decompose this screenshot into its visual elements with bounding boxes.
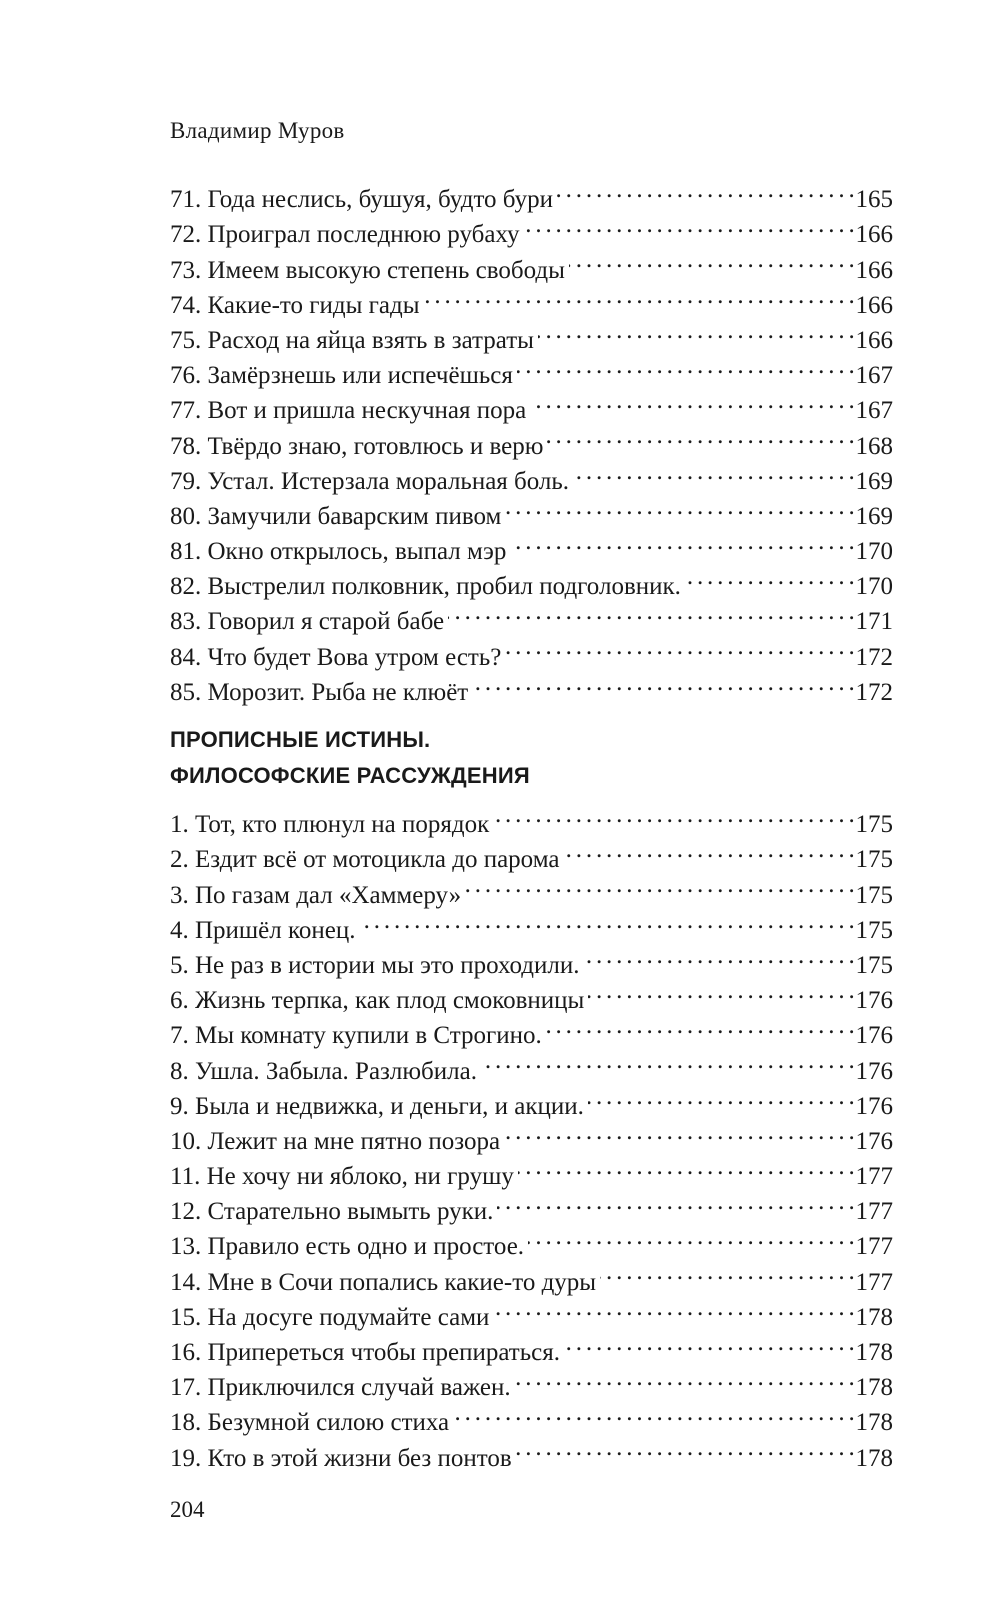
toc-entry-title: 75. Расход на яйца взять в затраты	[170, 326, 534, 354]
dot-leader	[481, 1043, 854, 1078]
toc-entry-page: 166	[855, 326, 893, 354]
dot-leader	[547, 418, 853, 453]
dot-leader	[685, 559, 854, 594]
section-heading-line-1: ПРОПИСНЫЕ ИСТИНЫ.	[170, 727, 431, 752]
dot-leader	[523, 207, 853, 242]
dot-leader	[448, 594, 853, 629]
dot-leader	[510, 524, 853, 559]
dot-leader	[472, 665, 853, 700]
dot-leader	[518, 1149, 854, 1184]
section-heading	[170, 722, 530, 794]
toc-entry-title: 84. Что будет Вова утром есть?	[170, 643, 502, 671]
dot-leader	[563, 832, 853, 867]
dot-leader	[453, 1395, 853, 1430]
toc-entry-page: 176	[855, 1127, 893, 1155]
dot-leader	[600, 1254, 853, 1289]
toc-entry	[170, 797, 893, 839]
toc-entry-title: 81. Окно открылось, выпал мэр	[170, 538, 507, 566]
toc-entry-title: 8. Ушла. Забыла. Разлюбила.	[170, 1057, 477, 1085]
toc-entry-title: 3. По газам дал «Хаммеру»	[170, 881, 462, 909]
dot-leader	[584, 938, 854, 973]
toc-entry-title: 4. Пришёл конец.	[170, 916, 356, 944]
toc-entry-title: 73. Имеем высокую степень свободы	[170, 256, 565, 284]
dot-leader	[493, 797, 853, 832]
toc-entry-page: 167	[855, 362, 893, 390]
running-head-author: Владимир Муров	[170, 118, 345, 143]
dot-leader	[505, 629, 853, 664]
toc-entry-page: 175	[855, 881, 893, 909]
toc-entry-title: 74. Какие-то гиды гады	[170, 291, 420, 319]
toc-entry-title: 1. Тот, кто плюнул на порядок	[170, 811, 490, 839]
toc-entry-title: 12. Старательно вымыть руки.	[170, 1198, 494, 1226]
toc-entry-page: 170	[855, 538, 893, 566]
toc-entry-title: 72. Проиграл последнюю рубаху	[170, 221, 520, 249]
toc-entry-title: 6. Жизнь терпка, как плод смоковницы	[170, 987, 585, 1015]
toc-entry-page: 176	[855, 1057, 893, 1085]
dot-leader	[465, 867, 853, 902]
toc-entry-page: 178	[855, 1374, 893, 1402]
dot-leader	[497, 1184, 853, 1219]
toc-entry-page: 177	[855, 1233, 893, 1261]
toc-entry-title: 9. Была и недвижка, и деньги, и акции.	[170, 1092, 584, 1120]
toc-entry-page: 176	[855, 1022, 893, 1050]
dot-leader	[360, 903, 854, 938]
dot-leader	[538, 313, 854, 348]
toc-entry-page: 177	[855, 1198, 893, 1226]
dot-leader	[505, 489, 853, 524]
toc-entry-title: 15. На досуге подумайте сами	[170, 1303, 490, 1331]
dot-leader	[517, 348, 854, 383]
toc-entry-page: 178	[855, 1339, 893, 1366]
dot-leader	[515, 1360, 854, 1395]
dot-leader	[557, 172, 854, 207]
dot-leader	[516, 1430, 854, 1465]
toc-entry-page: 169	[855, 502, 893, 530]
dot-leader	[588, 1079, 854, 1114]
toc-entry-page: 175	[855, 951, 893, 979]
toc-entry-title: 5. Не раз в истории мы это проходили.	[170, 951, 580, 979]
toc-entry-title: 19. Кто в этой жизни без понтов	[170, 1444, 512, 1472]
toc-entry-page: 168	[855, 432, 893, 460]
toc-entry-title: 78. Твёрдо знаю, готовлюсь и верю	[170, 432, 544, 460]
toc-entry-title: 13. Правило есть одно и простое.	[170, 1233, 525, 1261]
dot-leader	[546, 1008, 854, 1043]
toc-entry-page: 166	[855, 256, 893, 284]
toc-entry-page: 169	[855, 467, 893, 495]
toc-entry-title: 79. Устал. Истерзала моральная боль.	[170, 467, 570, 495]
dot-leader	[493, 1290, 853, 1325]
toc-entry-title: 16. Припереться чтобы препираться.	[170, 1339, 560, 1366]
toc-entry-title: 17. Приключился случай важен.	[170, 1374, 511, 1402]
dot-leader	[564, 1325, 854, 1360]
toc-entry-title: 11. Не хочу ни яблоко, ни грушу	[170, 1163, 514, 1191]
toc-entry-page: 171	[855, 608, 893, 636]
toc-entry-title: 83. Говорил я старой бабе	[170, 608, 445, 636]
toc-entry-page: 172	[855, 643, 893, 671]
toc-entry-title: 76. Замёрзнешь или испечёшься	[170, 362, 513, 390]
toc-entry-page: 178	[855, 1444, 893, 1472]
dot-leader	[424, 278, 854, 313]
toc-entry-page: 177	[855, 1163, 893, 1191]
toc-entry-page: 178	[855, 1409, 893, 1437]
dot-leader	[573, 454, 853, 489]
dot-leader	[569, 242, 854, 277]
toc-entry-title: 18. Безумной силою стиха	[170, 1409, 450, 1437]
section-heading-line-2: ФИЛОСОФСКИЕ РАССУЖДЕНИЯ	[170, 763, 530, 788]
dot-leader	[530, 383, 853, 418]
toc-entry-page: 176	[855, 987, 893, 1015]
toc-entry-page: 175	[855, 916, 893, 944]
toc-entry-page: 166	[855, 291, 893, 319]
toc-entry-title: 10. Лежит на мне пятно позора	[170, 1127, 501, 1155]
toc-entry-page: 176	[855, 1092, 893, 1120]
toc-entry-page: 172	[855, 678, 893, 706]
toc-entry-title: 85. Морозит. Рыба не клюёт	[170, 678, 469, 706]
toc-entry-page: 165	[855, 186, 893, 214]
toc-entry-page: 178	[855, 1303, 893, 1331]
toc-entry-page: 166	[855, 221, 893, 249]
toc-entry-title: 82. Выстрелил полковник, пробил подголовник.	[170, 573, 681, 601]
dot-leader	[528, 1219, 853, 1254]
toc-entry-page: 170	[855, 573, 893, 601]
toc-entry-page: 175	[855, 811, 893, 839]
toc-entry	[170, 172, 893, 214]
toc-entry-title: 71. Года неслись, бушуя, будто бури	[170, 186, 553, 214]
toc-entry-title: 2. Ездит всё от мотоцикла до парома	[170, 846, 560, 874]
toc-list-poems	[170, 172, 893, 706]
toc-entry-page: 175	[855, 846, 893, 874]
dot-leader	[504, 1114, 853, 1149]
page-number: 204	[170, 1497, 205, 1522]
toc-entry-title: 80. Замучили баварским пивом	[170, 502, 502, 530]
toc-entry-title: 77. Вот и пришла нескучная пора	[170, 397, 527, 425]
toc-entry-title: 7. Мы комнату купили в Строгино.	[170, 1022, 542, 1050]
dot-leader	[588, 973, 853, 1008]
toc-entry-page: 177	[855, 1268, 893, 1296]
toc-list-truths	[170, 797, 893, 1472]
toc-entry-page: 167	[855, 397, 893, 425]
toc-entry-title: 14. Мне в Сочи попались какие-то дуры	[170, 1268, 597, 1296]
